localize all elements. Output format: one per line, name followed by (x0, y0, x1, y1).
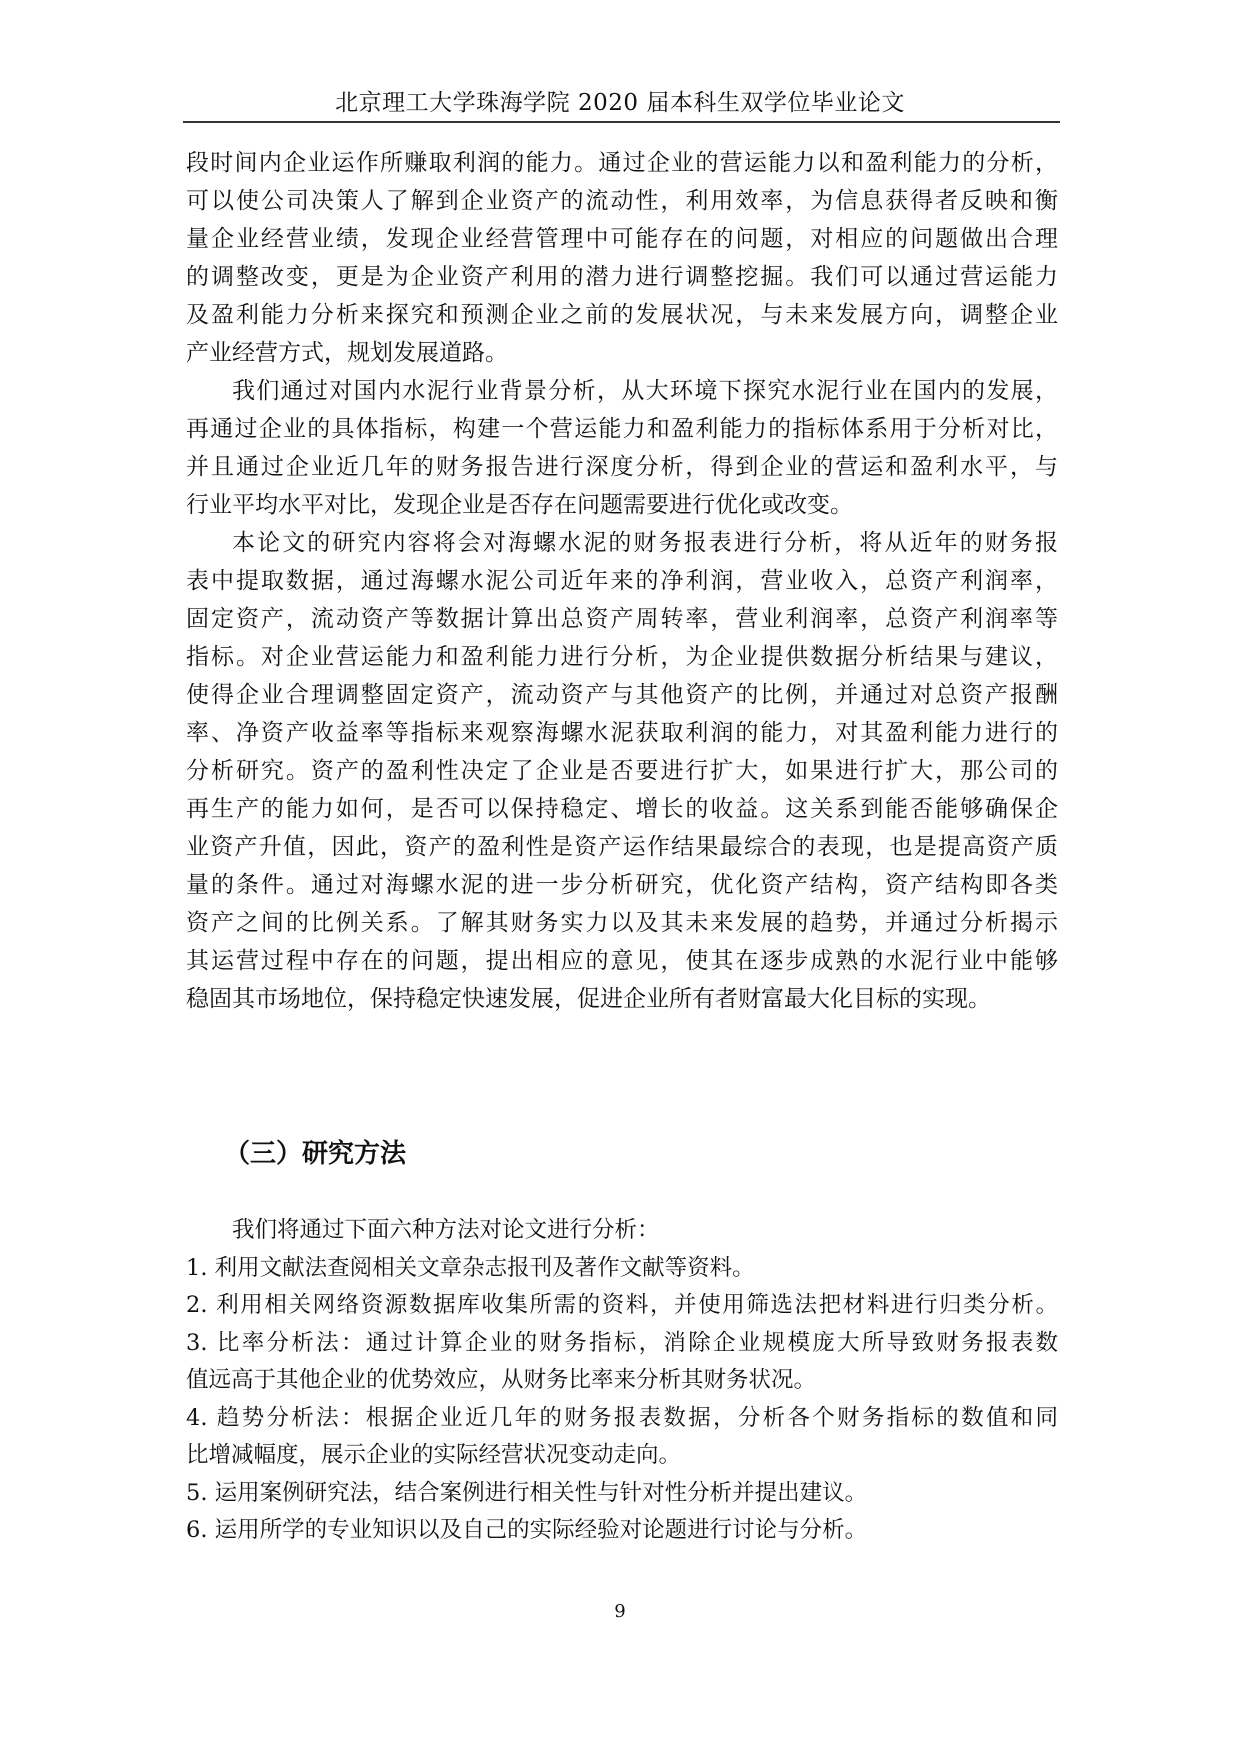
text-line: 产业经营方式，规划发展道路。 (186, 340, 508, 366)
text-line: 分析研究。资产的盈利性决定了企业是否要进行扩大，如果进行扩大，那公司的 (186, 758, 1058, 784)
method-item-6: 6. 运用所学的专业知识以及自己的实际经验对论题进行讨论与分析。 (186, 1517, 868, 1543)
text-line: 稳固其市场地位，保持稳定快速发展，促进企业所有者财富最大化目标的实现。 (186, 986, 991, 1012)
header-divider (183, 121, 1060, 123)
methods-list (186, 1212, 1058, 1550)
page-number: 9 (614, 1601, 626, 1622)
method-item-2: 2. 利用相关网络资源数据库收集所需的资料，并使用筛选法把材料进行归类分析。 (186, 1292, 1058, 1318)
text-line: 业资产升值，因此，资产的盈利性是资产运作结果最综合的表现，也是提高资产质 (186, 834, 1058, 860)
method-item-3-cont: 值远高于其他企业的优势效应，从财务比率来分析其财务状况。 (186, 1367, 817, 1393)
paragraph-1 (186, 144, 1058, 372)
text-line: 量的条件。通过对海螺水泥的进一步分析研究，优化资产结构，资产结构即各类 (186, 872, 1058, 898)
method-item-1: 1. 利用文献法查阅相关文章杂志报刊及著作文献等资料。 (186, 1254, 755, 1281)
text-line: 其运营过程中存在的问题，提出相应的意见，使其在逐步成熟的水泥行业中能够 (186, 948, 1058, 974)
text-line: 固定资产，流动资产等数据计算出总资产周转率，营业利润率，总资产利润率等 (186, 606, 1058, 632)
method-item-5: 5. 运用案例研究法，结合案例进行相关性与针对性分析并提出建议。 (186, 1479, 868, 1506)
section-heading: （三）研究方法 (224, 1139, 407, 1169)
running-header-title: 北京理工大学珠海学院 2020 届本科生双学位毕业论文 (335, 90, 905, 116)
text-line: 率、净资产收益率等指标来观察海螺水泥获取利润的能力，对其盈利能力进行的 (186, 720, 1058, 746)
text-line: 再通过企业的具体指标，构建一个营运能力和盈利能力的指标体系用于分析对比， (186, 416, 1058, 442)
text-line: 量企业经营业绩，发现企业经营管理中可能存在的问题，对相应的问题做出合理 (186, 226, 1058, 252)
text-line: 再生产的能力如何，是否可以保持稳定、增长的收益。这关系到能否能够确保企 (186, 796, 1058, 822)
text-line: 表中提取数据，通过海螺水泥公司近年来的净利润，营业收入，总资产利润率， (186, 568, 1058, 594)
text-line: 指标。对企业营运能力和盈利能力进行分析，为企业提供数据分析结果与建议， (186, 644, 1058, 670)
text-line: 段时间内企业运作所赚取利润的能力。通过企业的营运能力以和盈利能力的分析， (186, 150, 1058, 176)
text-line: 的调整改变，更是为企业资产利用的潜力进行调整挖掘。我们可以通过营运能力 (186, 264, 1058, 290)
text-line: 使得企业合理调整固定资产，流动资产与其他资产的比例，并通过对总资产报酬 (186, 682, 1058, 708)
text-line: 可以使公司决策人了解到企业资产的流动性，利用效率，为信息获得者反映和衡 (186, 188, 1058, 214)
text-line: 资产之间的比例关系。了解其财务实力以及其未来发展的趋势，并通过分析揭示 (186, 910, 1058, 936)
methods-intro: 我们将通过下面六种方法对论文进行分析： (232, 1217, 660, 1243)
text-line: 我们通过对国内水泥行业背景分析，从大环境下探究水泥行业在国内的发展， (232, 378, 1058, 404)
body-text (186, 144, 1058, 1018)
method-item-4-cont: 比增减幅度，展示企业的实际经营状况变动走向。 (186, 1442, 682, 1468)
paragraph-2 (186, 372, 1058, 524)
method-item-4: 4. 趋势分析法：根据企业近几年的财务报表数据，分析各个财务指标的数值和同 (186, 1404, 1058, 1431)
text-line: 及盈利能力分析来探究和预测企业之前的发展状况，与未来发展方向，调整企业 (186, 302, 1058, 328)
text-line: 行业平均水平对比，发现企业是否存在问题需要进行优化或改变。 (186, 492, 853, 518)
method-item-3: 3. 比率分析法：通过计算企业的财务指标，消除企业规模庞大所导致财务报表数 (186, 1329, 1058, 1356)
text-line: 本论文的研究内容将会对海螺水泥的财务报表进行分析，将从近年的财务报 (232, 530, 1058, 556)
paragraph-3 (186, 524, 1058, 1018)
text-line: 并且通过企业近几年的财务报告进行深度分析，得到企业的营运和盈利水平，与 (186, 454, 1058, 480)
